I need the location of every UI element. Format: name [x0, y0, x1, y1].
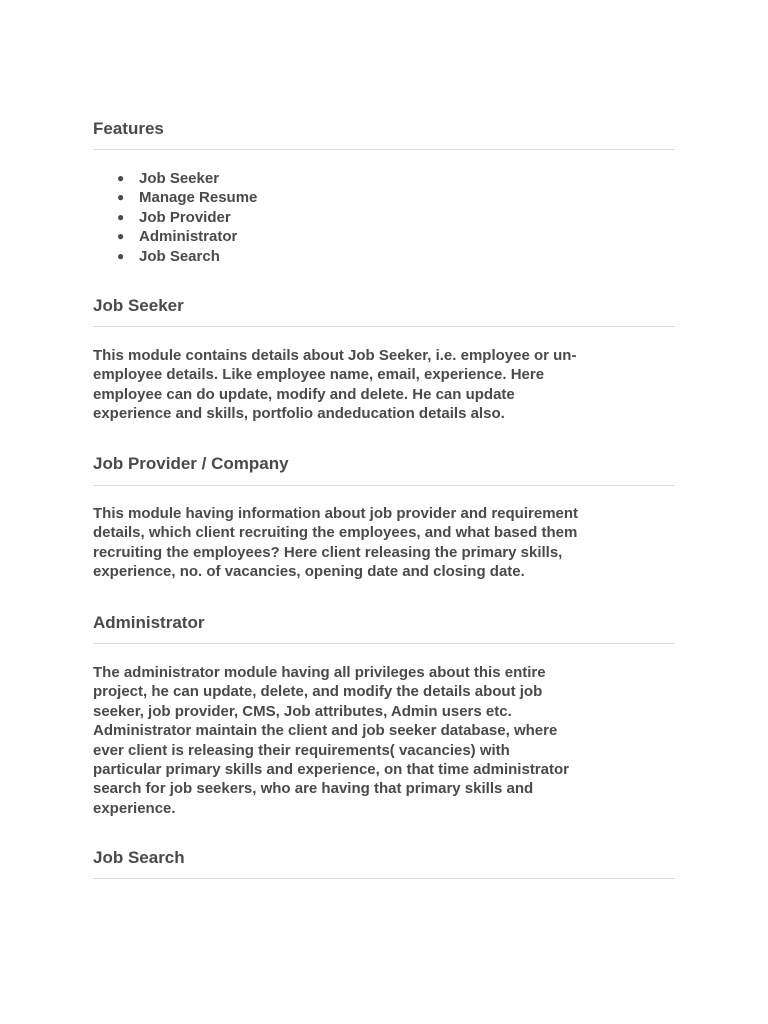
job-provider-body	[93, 504, 675, 582]
features-divider	[93, 149, 675, 150]
body-line: experience and skills, portfolio andeducation details also.	[93, 405, 505, 423]
job-search-section	[93, 848, 675, 868]
body-line: experience, no. of vacancies, opening date and closing date.	[93, 563, 525, 581]
list-item-label: Manage Resume	[139, 189, 258, 207]
body-line: particular primary skills and experience, on that time administrator	[93, 761, 569, 779]
features-section	[93, 119, 675, 139]
body-line: The administrator module having all privileges about this entire	[93, 664, 546, 681]
body-line: search for job seekers, who are having that primary skills and	[93, 780, 534, 798]
body-line: experience.	[93, 799, 176, 817]
job-provider-divider	[93, 485, 675, 486]
job-provider-section	[93, 454, 675, 474]
job-seeker-heading: Job Seeker	[93, 296, 184, 315]
body-line: project, he can update, delete, and modify the details about job	[93, 683, 543, 701]
list-item	[93, 208, 675, 227]
body-line: recruiting the employees? Here client releasing the primary skills,	[93, 543, 563, 561]
job-seeker-section	[93, 296, 675, 316]
features-list	[93, 169, 675, 266]
body-line: details, which client recruiting the employees, and what based them	[93, 524, 578, 542]
administrator-section	[93, 613, 675, 633]
administrator-heading: Administrator	[93, 613, 205, 632]
list-item-label: Job Search	[139, 247, 220, 265]
body-line: Administrator maintain the client and job seeker database, where	[93, 722, 558, 740]
administrator-divider	[93, 643, 675, 644]
bullet-icon: ●	[117, 229, 125, 244]
job-search-heading: Job Search	[93, 848, 185, 867]
body-line: ever client is releasing their requirements( vacancies) with	[93, 741, 510, 759]
body-line: employee can do update, modify and delete. He can update	[93, 385, 515, 403]
bullet-icon: ●	[117, 248, 125, 263]
list-item	[93, 188, 675, 207]
list-item-label: Job Seeker	[139, 170, 220, 187]
list-item	[93, 227, 675, 246]
job-seeker-divider	[93, 326, 675, 327]
body-line: This module contains details about Job Seeker, i.e. employee or un-	[93, 347, 577, 364]
list-item	[93, 169, 675, 188]
job-seeker-body	[93, 346, 675, 424]
list-item	[93, 247, 675, 266]
body-line: employee details. Like employee name, email, experience. Here	[93, 366, 545, 384]
list-item-label: Job Provider	[139, 208, 231, 226]
bullet-icon: ●	[117, 190, 125, 205]
list-item-label: Administrator	[139, 228, 238, 246]
body-line: seeker, job provider, CMS, Job attributes, Admin users etc.	[93, 702, 512, 720]
bullet-icon: ●	[117, 209, 125, 224]
bullet-icon: ●	[117, 171, 125, 185]
job-search-divider	[93, 878, 675, 879]
features-heading: Features	[93, 119, 164, 138]
body-line: This module having information about job provider and requirement	[93, 505, 579, 522]
job-provider-heading: Job Provider / Company	[93, 454, 289, 473]
administrator-body	[93, 663, 675, 818]
